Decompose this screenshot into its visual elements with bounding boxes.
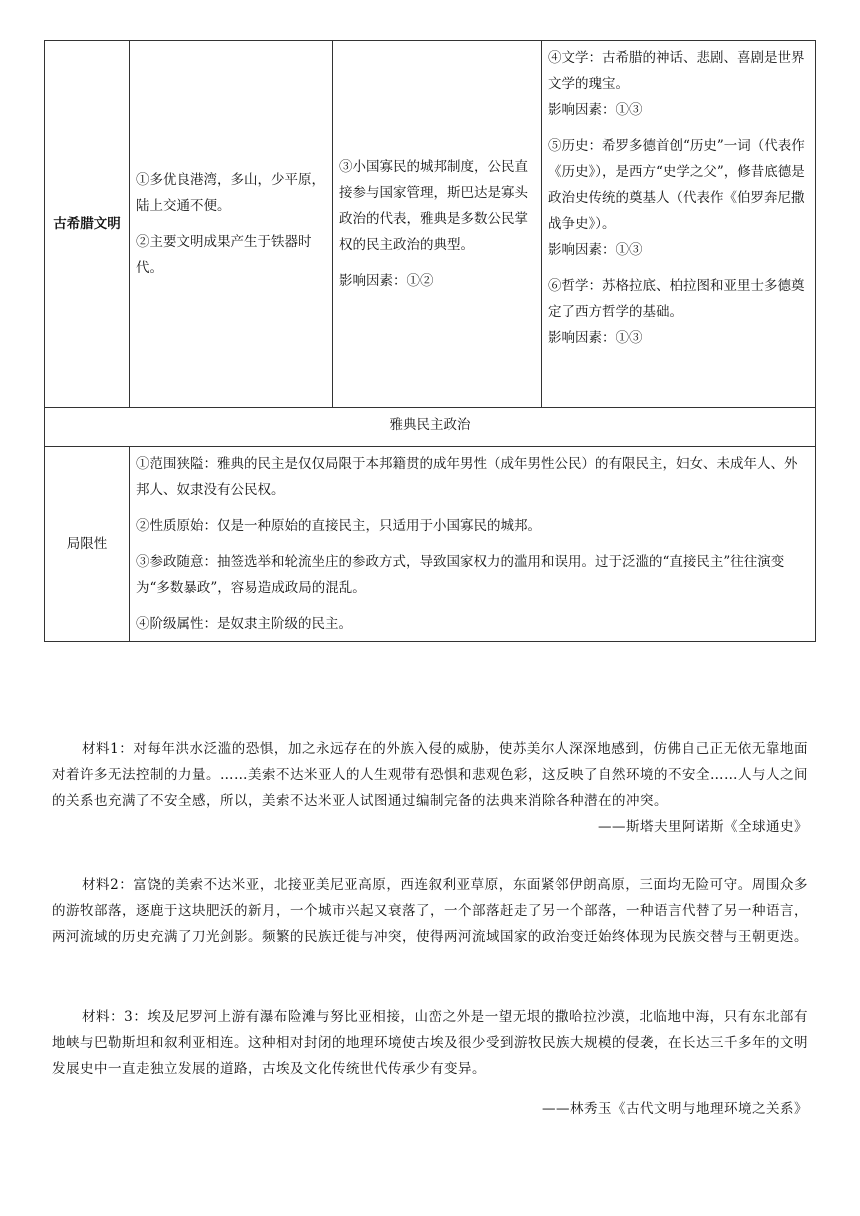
philosophy-point: ⑥哲学：苏格拉底、柏拉图和亚里士多德奠定了西方哲学的基础。 — [548, 278, 805, 320]
greek-label-cell — [45, 41, 130, 408]
geography-cell — [130, 41, 333, 408]
material-1-source: ——斯塔夫里阿诺斯《全球通史》 — [598, 819, 808, 835]
history-factor: 影响因素：①③ — [548, 242, 643, 258]
geography-point-2: ②主要文明成果产生于铁器时代。 — [136, 234, 312, 276]
limit-item-3: ③参政随意：抽签选举和轮流坐庄的参政方式，导致国家权力的滥用和误用。过于泛滥的“直接民主”往往演变为“多数暴政”，容易造成政局的混乱。 — [136, 554, 785, 596]
literature-point: ④文学：古希腊的神话、悲剧、喜剧是世界文学的瑰宝。 — [548, 50, 805, 92]
politics-factor: 影响因素：①② — [339, 273, 434, 289]
civilization-table — [44, 40, 816, 642]
material-2 — [52, 872, 808, 950]
philosophy-factor: 影响因素：①③ — [548, 330, 643, 346]
limit-item-4: ④阶级属性：是奴隶主阶级的民主。 — [136, 616, 352, 632]
geography-point-1: ①多优良港湾，多山，少平原，陆上交通不便。 — [136, 172, 325, 214]
material-1-text: 材料1：对每年洪水泛滥的恐惧，加之永远存在的外族入侵的威胁，使苏美尔人深深地感到，仿佛自己正无依无靠地面对着许多无法控制的力量。……美索不达米亚人的人生观带有恐惧和悲观色彩，这反映了自然环境的不安全……人与人之间的关系也充满了不安全感，所以，美索不达米亚人试图通过编制完备的法典来消除各种潜在的冲突。 — [52, 741, 808, 809]
politics-point: ③小国寡民的城邦制度，公民直接参与国家管理，斯巴达是寡头政治的代表，雅典是多数公民掌权的民主政治的典型。 — [339, 159, 528, 253]
history-point: ⑤历史：希罗多德首创“历史”一词（代表作《历史》），是西方“史学之父”，修昔底德是政治史传统的奠基人（代表作《伯罗奔尼撒战争史》）。 — [548, 138, 805, 232]
material-3-source: ——林秀玉《古代文明与地理环境之关系》 — [542, 1101, 808, 1117]
greek-row — [45, 41, 816, 408]
material-3 — [52, 1004, 808, 1122]
limit-item-1: ①范围狭隘：雅典的民主是仅仅局限于本邦籍贯的成年男性（成年男性公民）的有限民主，妇女、未成年人、外邦人、奴隶没有公民权。 — [136, 456, 798, 498]
athens-heading: 雅典民主政治 — [45, 408, 816, 447]
material-3-text: 材料：3：埃及尼罗河上游有瀑布险滩与努比亚相接，山峦之外是一望无垠的撒哈拉沙漠，北临地中海，只有东北部有地峡与巴勒斯坦和叙利亚相连。这种相对封闭的地理环境使古埃及很少受到游牧民族大规模的侵袭，在长达三千多年的文明发展史中一直走独立发展的道路，古埃及文化传统世代传承少有变异。 — [52, 1009, 808, 1077]
literature-factor: 影响因素：①③ — [548, 102, 643, 118]
limits-label: 局限性 — [45, 447, 130, 642]
culture-cell — [542, 41, 816, 408]
material-1 — [52, 736, 808, 840]
limit-item-2: ②性质原始：仅是一种原始的直接民主，只适用于小国寡民的城邦。 — [136, 518, 541, 534]
greek-label: 古希腊文明 — [53, 216, 121, 232]
material-2-text: 材料2：富饶的美索不达米亚，北接亚美尼亚高原，西连叙利亚草原，东面紧邻伊朗高原，三面均无险可守。周围众多的游牧部落，逐鹿于这块肥沃的新月，一个城市兴起又衰落了，一个部落赶走了另一个部落，一种语言代替了另一种语言，两河流域的历史充满了刀光剑影。频繁的民族迁徙与冲突，使得两河流域国家的政治变迁始终体现为民族交替与王朝更迭。 — [52, 877, 808, 945]
limits-cell — [130, 447, 816, 642]
limits-row — [45, 447, 816, 642]
politics-cell — [333, 41, 542, 408]
athens-heading-row — [45, 408, 816, 447]
